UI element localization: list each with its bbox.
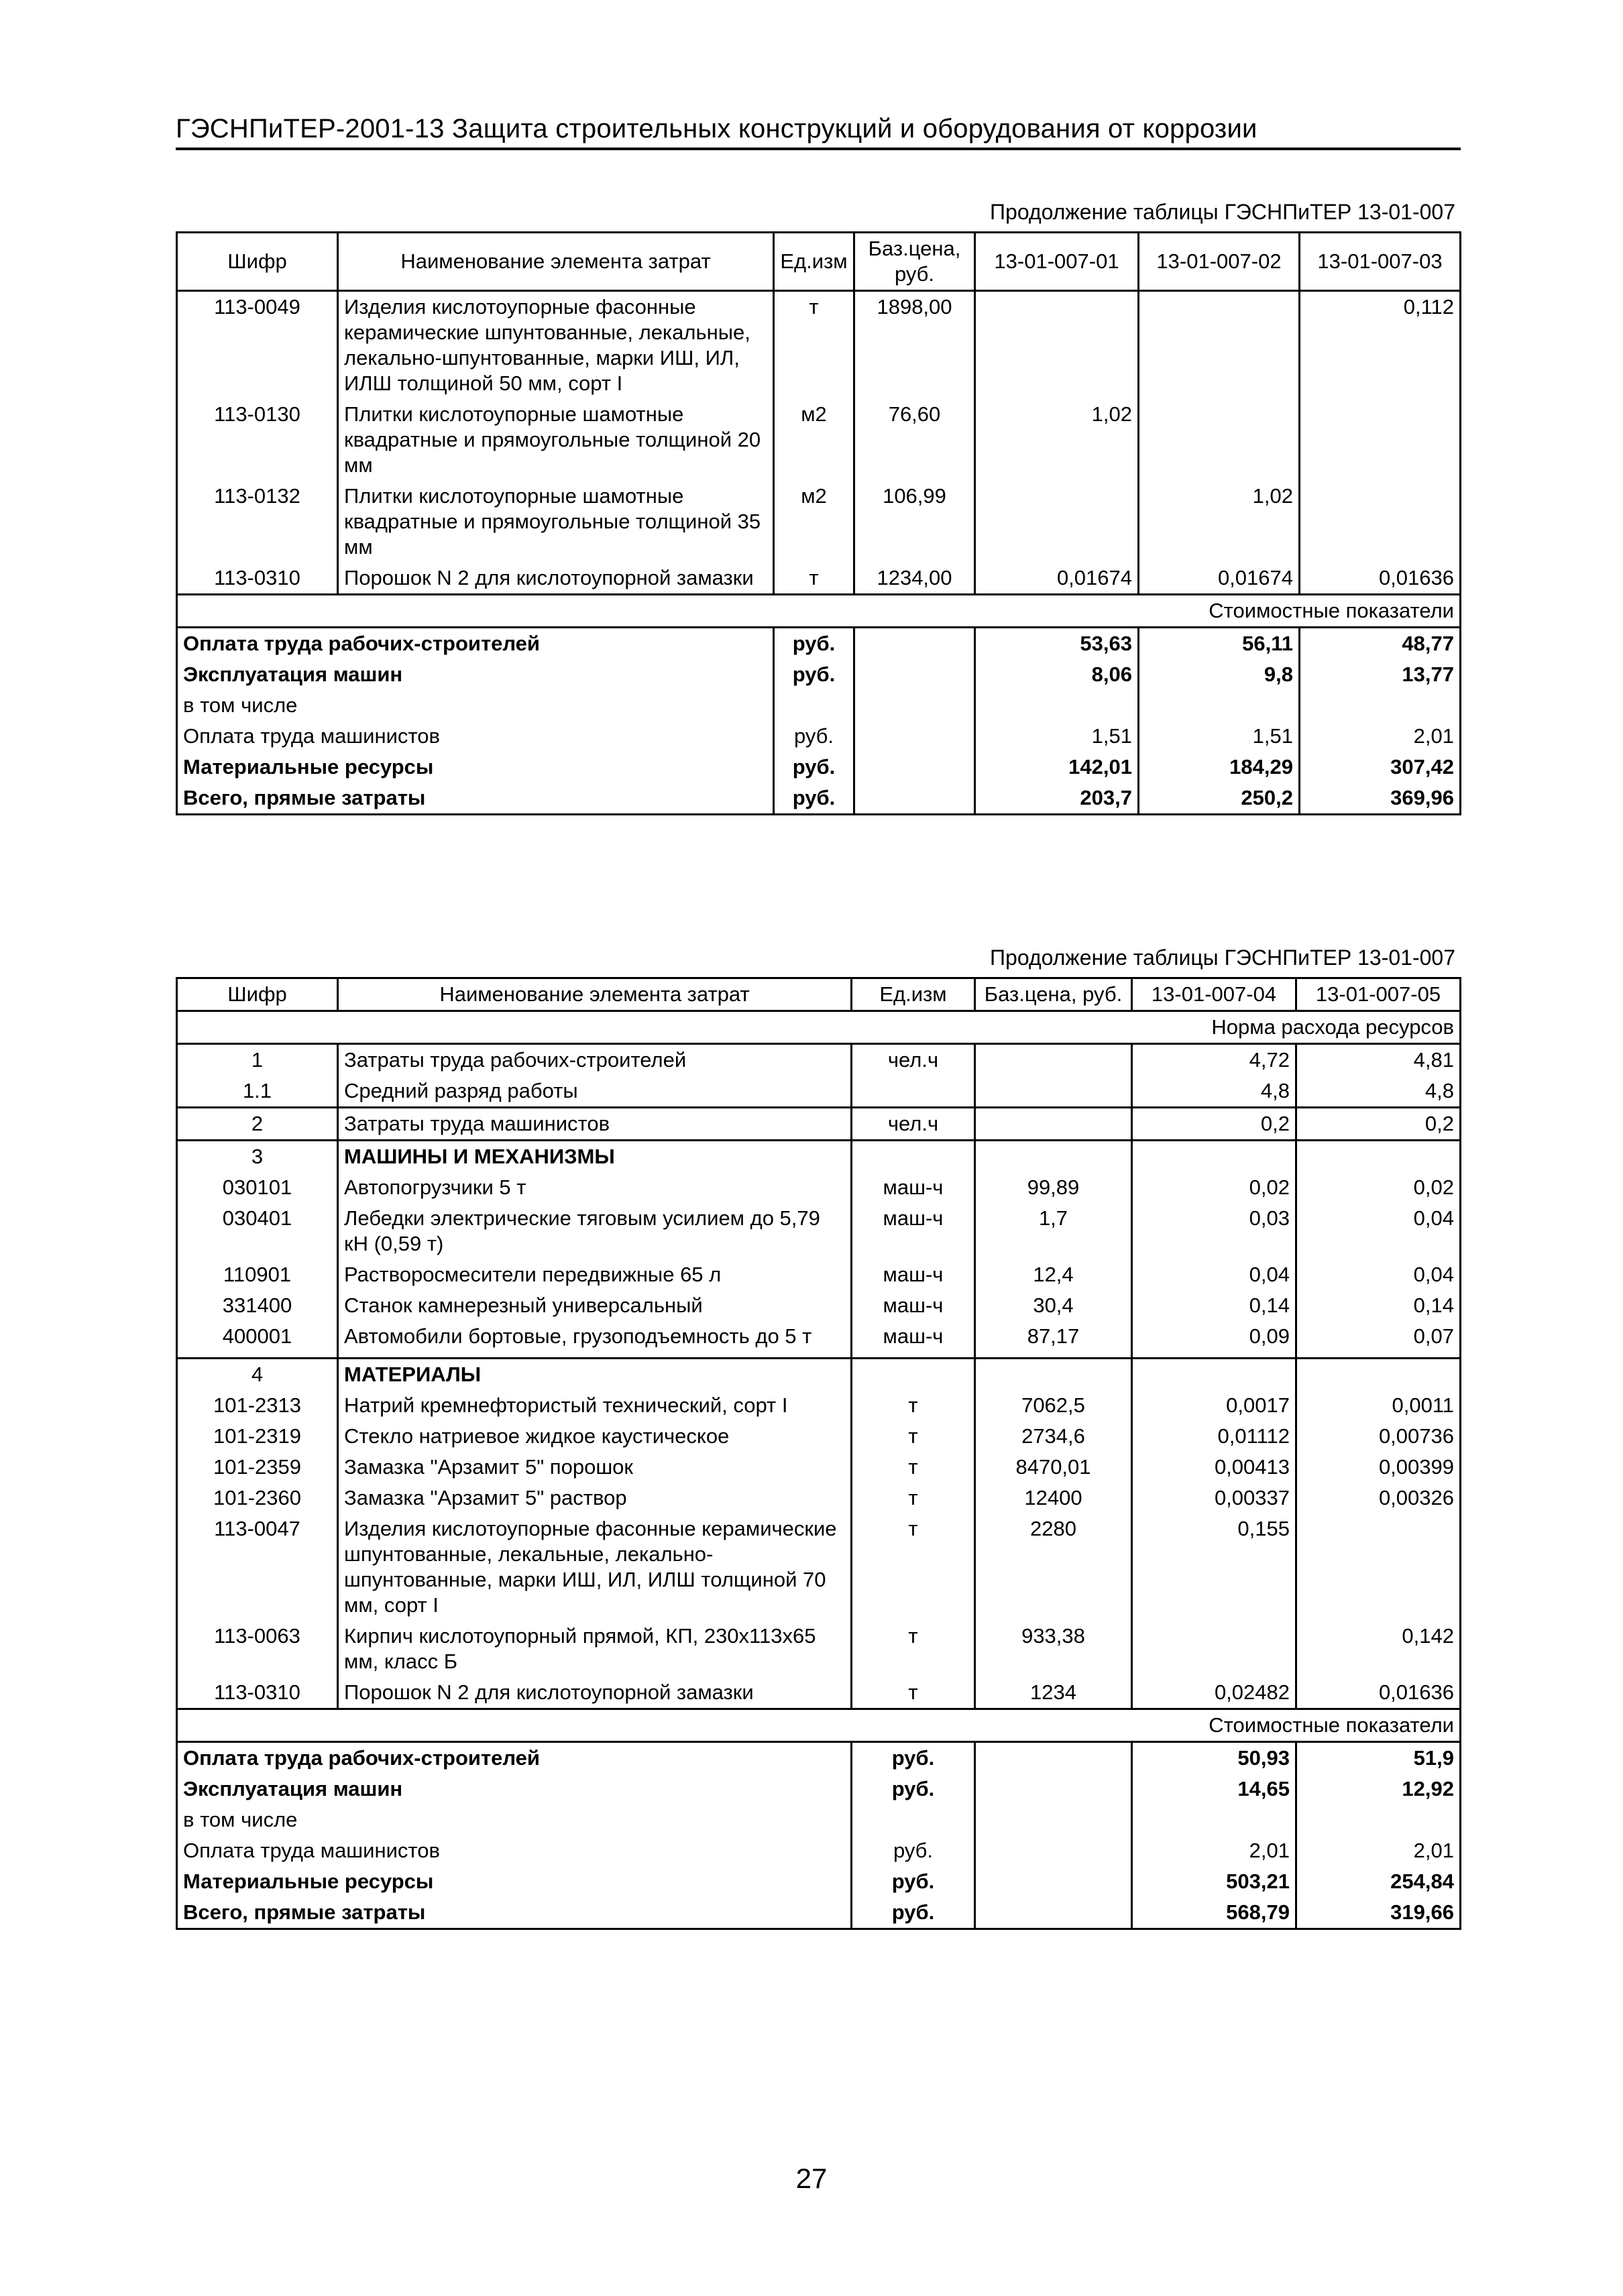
cost-value-03: 307,42 xyxy=(1300,752,1461,783)
row-code: 113-0130 xyxy=(177,399,338,481)
row-value-03: 0,112 xyxy=(1300,291,1461,400)
row-name: Затраты труда рабочих-строителей xyxy=(338,1044,852,1076)
row-unit: маш-ч xyxy=(852,1203,975,1259)
cost-row xyxy=(177,628,1461,660)
row-value-02: 0,01674 xyxy=(1139,563,1300,595)
row-value-04: 0,0017 xyxy=(1132,1390,1296,1421)
section-label-row xyxy=(177,595,1461,628)
cost-unit: руб. xyxy=(774,752,854,783)
row-unit: маш-ч xyxy=(852,1321,975,1352)
column-header: 13-01-007-02 xyxy=(1139,233,1300,291)
group-code: 3 xyxy=(177,1141,338,1173)
cost-value-05: 51,9 xyxy=(1296,1742,1461,1774)
row-price: 2280 xyxy=(975,1513,1132,1621)
cost-row xyxy=(177,1897,1461,1929)
row-unit: т xyxy=(852,1452,975,1483)
cost-value-03: 2,01 xyxy=(1300,721,1461,752)
row-price: 12,4 xyxy=(975,1259,1132,1290)
row-value-05: 0,0011 xyxy=(1296,1390,1461,1421)
row-name: Порошок N 2 для кислотоупорной замазки xyxy=(338,563,774,595)
row-name: Плитки кислотоупорные шамотные квадратные и прямоугольные толщиной 35 мм xyxy=(338,481,774,563)
row-unit: т xyxy=(852,1421,975,1452)
page-header-title: ГЭСНПиТЕР-2001-13 Защита строительных конструкций и оборудования от коррозии xyxy=(176,114,1257,144)
row-value-05: 0,02 xyxy=(1296,1172,1461,1203)
row-value-05 xyxy=(1296,1513,1461,1621)
row-unit: т xyxy=(774,291,854,400)
cost-name: в том числе xyxy=(177,1804,852,1835)
column-header: Наименование элемента затрат xyxy=(338,233,774,291)
cost-value-03: 48,77 xyxy=(1300,628,1461,660)
row-value-04: 0,155 xyxy=(1132,1513,1296,1621)
cost-name: Материальные ресурсы xyxy=(177,752,774,783)
row-value-04: 0,14 xyxy=(1132,1290,1296,1321)
row-value-05: 0,04 xyxy=(1296,1259,1461,1290)
table-row xyxy=(177,1203,1461,1259)
cost-value-05: 319,66 xyxy=(1296,1897,1461,1929)
table2-continuation-caption: Продолжение таблицы ГЭСНПиТЕР 13-01-007 xyxy=(990,945,1455,970)
cost-unit: руб. xyxy=(774,721,854,752)
row-name: Затраты труда машинистов xyxy=(338,1108,852,1141)
cost-value-05 xyxy=(1296,1804,1461,1835)
row-unit: м2 xyxy=(774,399,854,481)
row-name: Автопогрузчики 5 т xyxy=(338,1172,852,1203)
cost-unit: руб. xyxy=(852,1897,975,1929)
row-name: Лебедки электрические тяговым усилием до 5,79 кН (0,59 т) xyxy=(338,1203,852,1259)
norm-label-row xyxy=(177,1011,1461,1044)
table-row xyxy=(177,1044,1461,1076)
row-price: 12400 xyxy=(975,1483,1132,1513)
cost-unit xyxy=(852,1804,975,1835)
table1-continuation-caption: Продолжение таблицы ГЭСНПиТЕР 13-01-007 xyxy=(990,200,1455,224)
row-value-03: 0,01636 xyxy=(1300,563,1461,595)
row-value-03 xyxy=(1300,399,1461,481)
row-price: 1898,00 xyxy=(854,291,975,400)
row-price xyxy=(975,1076,1132,1108)
row-value-05: 0,2 xyxy=(1296,1108,1461,1141)
cost-price xyxy=(975,1866,1132,1897)
cost-row xyxy=(177,690,1461,721)
row-name: Изделия кислотоупорные фасонные керамические шпунтованные, лекальные, лекально-шпунтованные, марки ИШ, ИЛ, ИЛШ толщиной 50 мм, сорт I xyxy=(338,291,774,400)
 xyxy=(852,1359,975,1391)
cost-unit: руб. xyxy=(774,659,854,690)
row-value-04: 0,04 xyxy=(1132,1259,1296,1290)
cost-value-02: 250,2 xyxy=(1139,783,1300,815)
row-name: Натрий кремнефтористый технический, сорт I xyxy=(338,1390,852,1421)
cost-unit: руб. xyxy=(852,1866,975,1897)
row-value-05: 0,07 xyxy=(1296,1321,1461,1352)
row-name: Кирпич кислотоупорный прямой, КП, 230х113х65 мм, класс Б xyxy=(338,1621,852,1677)
table-header-row xyxy=(177,233,1461,291)
cost-price xyxy=(975,1804,1132,1835)
table-row xyxy=(177,1390,1461,1421)
cost-unit: руб. xyxy=(774,783,854,815)
row-name: Средний разряд работы xyxy=(338,1076,852,1108)
table-row xyxy=(177,563,1461,595)
column-header: Ед.изм xyxy=(852,978,975,1011)
row-code: 113-0132 xyxy=(177,481,338,563)
cost-name: Оплата труда машинистов xyxy=(177,721,774,752)
 xyxy=(1296,1359,1461,1391)
row-code: 2 xyxy=(177,1108,338,1141)
table-row xyxy=(177,1108,1461,1141)
row-code: 110901 xyxy=(177,1259,338,1290)
cost-value-01 xyxy=(975,690,1139,721)
 xyxy=(1296,1141,1461,1173)
row-value-04: 4,72 xyxy=(1132,1044,1296,1076)
row-unit: т xyxy=(852,1677,975,1709)
norm-label: Норма расхода ресурсов xyxy=(177,1011,1461,1044)
row-name: Порошок N 2 для кислотоупорной замазки xyxy=(338,1677,852,1709)
group-title-row xyxy=(177,1141,1461,1173)
row-code: 101-2359 xyxy=(177,1452,338,1483)
row-code: 101-2319 xyxy=(177,1421,338,1452)
cost-name: Материальные ресурсы xyxy=(177,1866,852,1897)
cost-price xyxy=(854,690,975,721)
cost-value-03 xyxy=(1300,690,1461,721)
page-number: 27 xyxy=(795,2163,828,2194)
row-price: 8470,01 xyxy=(975,1452,1132,1483)
row-value-05: 0,04 xyxy=(1296,1203,1461,1259)
table-row xyxy=(177,1259,1461,1290)
row-code: 030101 xyxy=(177,1172,338,1203)
cost-value-05: 12,92 xyxy=(1296,1774,1461,1804)
cost-row xyxy=(177,1835,1461,1866)
row-price xyxy=(975,1044,1132,1076)
row-price: 1234 xyxy=(975,1677,1132,1709)
row-price: 1,7 xyxy=(975,1203,1132,1259)
row-value-05: 0,00736 xyxy=(1296,1421,1461,1452)
row-name: Станок камнерезный универсальный xyxy=(338,1290,852,1321)
row-value-04 xyxy=(1132,1621,1296,1677)
cost-unit xyxy=(774,690,854,721)
row-value-01 xyxy=(975,481,1139,563)
row-code: 113-0063 xyxy=(177,1621,338,1677)
column-header: Шифр xyxy=(177,233,338,291)
row-value-02 xyxy=(1139,291,1300,400)
row-value-04: 4,8 xyxy=(1132,1076,1296,1108)
row-unit: маш-ч xyxy=(852,1172,975,1203)
cost-name: Оплата труда рабочих-строителей xyxy=(177,628,774,660)
cost-price xyxy=(975,1742,1132,1774)
header-rule xyxy=(176,148,1461,150)
row-value-05: 0,00399 xyxy=(1296,1452,1461,1483)
cost-price xyxy=(975,1835,1132,1866)
cost-value-01: 8,06 xyxy=(975,659,1139,690)
row-unit: м2 xyxy=(774,481,854,563)
column-header: Баз.цена, руб. xyxy=(975,978,1132,1011)
cost-value-02 xyxy=(1139,690,1300,721)
row-name: Замазка "Арзамит 5" раствор xyxy=(338,1483,852,1513)
table-row xyxy=(177,1452,1461,1483)
section-label: Стоимостные показатели xyxy=(177,1709,1461,1742)
cost-value-03: 13,77 xyxy=(1300,659,1461,690)
cost-price xyxy=(854,659,975,690)
cost-name: Оплата труда машинистов xyxy=(177,1835,852,1866)
 xyxy=(852,1141,975,1173)
 xyxy=(975,1141,1132,1173)
row-value-04: 0,00413 xyxy=(1132,1452,1296,1483)
cost-value-01: 53,63 xyxy=(975,628,1139,660)
row-value-04: 0,2 xyxy=(1132,1108,1296,1141)
cost-name: Эксплуатация машин xyxy=(177,659,774,690)
table-row xyxy=(177,1290,1461,1321)
cost-row xyxy=(177,752,1461,783)
cost-name: Всего, прямые затраты xyxy=(177,1897,852,1929)
group-title-row xyxy=(177,1359,1461,1391)
table-row xyxy=(177,399,1461,481)
row-unit: маш-ч xyxy=(852,1290,975,1321)
row-code: 331400 xyxy=(177,1290,338,1321)
cost-unit: руб. xyxy=(774,628,854,660)
cost-value-02: 184,29 xyxy=(1139,752,1300,783)
column-header: Ед.изм xyxy=(774,233,854,291)
row-value-05: 0,142 xyxy=(1296,1621,1461,1677)
 xyxy=(338,1352,852,1359)
row-name: Замазка "Арзамит 5" порошок xyxy=(338,1452,852,1483)
column-header: Наименование элемента затрат xyxy=(338,978,852,1011)
row-unit: т xyxy=(852,1621,975,1677)
section-label-row xyxy=(177,1709,1461,1742)
row-code: 101-2313 xyxy=(177,1390,338,1421)
row-unit: чел.ч xyxy=(852,1108,975,1141)
row-unit: т xyxy=(774,563,854,595)
cost-name: Всего, прямые затраты xyxy=(177,783,774,815)
cost-value-04 xyxy=(1132,1804,1296,1835)
 xyxy=(975,1352,1132,1359)
column-header: Баз.цена, руб. xyxy=(854,233,975,291)
cost-value-04: 14,65 xyxy=(1132,1774,1296,1804)
row-price: 1234,00 xyxy=(854,563,975,595)
row-code: 113-0310 xyxy=(177,1677,338,1709)
cost-price xyxy=(854,752,975,783)
row-price: 106,99 xyxy=(854,481,975,563)
cost-unit: руб. xyxy=(852,1742,975,1774)
cost-value-04: 50,93 xyxy=(1132,1742,1296,1774)
row-unit: маш-ч xyxy=(852,1259,975,1290)
table-row xyxy=(177,1321,1461,1352)
 xyxy=(852,1352,975,1359)
 xyxy=(177,1352,338,1359)
cost-row xyxy=(177,1804,1461,1835)
cost-value-04: 503,21 xyxy=(1132,1866,1296,1897)
row-value-02: 1,02 xyxy=(1139,481,1300,563)
resource-table-1 xyxy=(176,231,1461,815)
table-row xyxy=(177,1172,1461,1203)
cost-value-01: 203,7 xyxy=(975,783,1139,815)
row-name: Плитки кислотоупорные шамотные квадратные и прямоугольные толщиной 20 мм xyxy=(338,399,774,481)
row-unit xyxy=(852,1076,975,1108)
row-value-01: 1,02 xyxy=(975,399,1139,481)
row-code: 101-2360 xyxy=(177,1483,338,1513)
table-row xyxy=(177,1076,1461,1108)
row-code: 400001 xyxy=(177,1321,338,1352)
row-price: 7062,5 xyxy=(975,1390,1132,1421)
cost-value-02: 9,8 xyxy=(1139,659,1300,690)
cost-row xyxy=(177,659,1461,690)
row-name: Стекло натриевое жидкое каустическое xyxy=(338,1421,852,1452)
cost-value-04: 2,01 xyxy=(1132,1835,1296,1866)
column-header: 13-01-007-03 xyxy=(1300,233,1461,291)
cost-value-01: 1,51 xyxy=(975,721,1139,752)
row-name: Изделия кислотоупорные фасонные керамические шпунтованные, лекальные, лекально-шпунтованные, марки ИШ, ИЛ, ИЛШ толщиной 70 мм, сорт I xyxy=(338,1513,852,1621)
column-header: Шифр xyxy=(177,978,338,1011)
row-price: 76,60 xyxy=(854,399,975,481)
row-price: 933,38 xyxy=(975,1621,1132,1677)
row-price xyxy=(975,1108,1132,1141)
row-code: 113-0047 xyxy=(177,1513,338,1621)
cost-name: Оплата труда рабочих-строителей xyxy=(177,1742,852,1774)
row-value-05: 0,14 xyxy=(1296,1290,1461,1321)
cost-value-04: 568,79 xyxy=(1132,1897,1296,1929)
table-header-row xyxy=(177,978,1461,1011)
table-row xyxy=(177,1677,1461,1709)
row-value-04: 0,02482 xyxy=(1132,1677,1296,1709)
row-code: 030401 xyxy=(177,1203,338,1259)
cost-value-05: 2,01 xyxy=(1296,1835,1461,1866)
row-code: 113-0310 xyxy=(177,563,338,595)
table-row xyxy=(177,1621,1461,1677)
row-value-04: 0,03 xyxy=(1132,1203,1296,1259)
row-unit: т xyxy=(852,1483,975,1513)
cost-price xyxy=(975,1897,1132,1929)
cost-unit: руб. xyxy=(852,1835,975,1866)
table-row xyxy=(177,481,1461,563)
cost-row xyxy=(177,1742,1461,1774)
section-label: Стоимостные показатели xyxy=(177,595,1461,628)
row-price: 87,17 xyxy=(975,1321,1132,1352)
 xyxy=(1132,1141,1296,1173)
row-value-05: 0,01636 xyxy=(1296,1677,1461,1709)
row-value-02 xyxy=(1139,399,1300,481)
column-header: 13-01-007-01 xyxy=(975,233,1139,291)
row-value-04: 0,01112 xyxy=(1132,1421,1296,1452)
group-title: МАТЕРИАЛЫ xyxy=(338,1359,852,1391)
cost-row xyxy=(177,783,1461,815)
row-price: 2734,6 xyxy=(975,1421,1132,1452)
cost-value-01: 142,01 xyxy=(975,752,1139,783)
row-value-04: 0,09 xyxy=(1132,1321,1296,1352)
row-code: 1 xyxy=(177,1044,338,1076)
cost-value-02: 56,11 xyxy=(1139,628,1300,660)
row-value-04: 0,02 xyxy=(1132,1172,1296,1203)
row-value-04: 0,00337 xyxy=(1132,1483,1296,1513)
cost-value-02: 1,51 xyxy=(1139,721,1300,752)
cost-price xyxy=(854,721,975,752)
 xyxy=(975,1359,1132,1391)
row-value-05: 0,00326 xyxy=(1296,1483,1461,1513)
cost-row xyxy=(177,721,1461,752)
row-value-01 xyxy=(975,291,1139,400)
row-value-05: 4,8 xyxy=(1296,1076,1461,1108)
resource-table-2 xyxy=(176,977,1461,1930)
group-title: МАШИНЫ И МЕХАНИЗМЫ xyxy=(338,1141,852,1173)
cost-name: Эксплуатация машин xyxy=(177,1774,852,1804)
 xyxy=(1132,1352,1296,1359)
row-value-03 xyxy=(1300,481,1461,563)
table-row xyxy=(177,1421,1461,1452)
row-value-01: 0,01674 xyxy=(975,563,1139,595)
cost-price xyxy=(854,628,975,660)
cost-name: в том числе xyxy=(177,690,774,721)
row-price: 30,4 xyxy=(975,1290,1132,1321)
spacer-row xyxy=(177,1352,1461,1359)
cost-row xyxy=(177,1866,1461,1897)
 xyxy=(1296,1352,1461,1359)
row-unit: т xyxy=(852,1390,975,1421)
cost-value-05: 254,84 xyxy=(1296,1866,1461,1897)
 xyxy=(1132,1359,1296,1391)
cost-row xyxy=(177,1774,1461,1804)
group-code: 4 xyxy=(177,1359,338,1391)
row-unit: т xyxy=(852,1513,975,1621)
row-value-05: 4,81 xyxy=(1296,1044,1461,1076)
row-price: 99,89 xyxy=(975,1172,1132,1203)
table-row xyxy=(177,291,1461,400)
row-unit: чел.ч xyxy=(852,1044,975,1076)
cost-unit: руб. xyxy=(852,1774,975,1804)
column-header: 13-01-007-04 xyxy=(1132,978,1296,1011)
cost-value-03: 369,96 xyxy=(1300,783,1461,815)
cost-price xyxy=(975,1774,1132,1804)
row-name: Растворосмесители передвижные 65 л xyxy=(338,1259,852,1290)
column-header: 13-01-007-05 xyxy=(1296,978,1461,1011)
row-code: 1.1 xyxy=(177,1076,338,1108)
table-row xyxy=(177,1513,1461,1621)
row-name: Автомобили бортовые, грузоподъемность до 5 т xyxy=(338,1321,852,1352)
table-row xyxy=(177,1483,1461,1513)
row-code: 113-0049 xyxy=(177,291,338,400)
cost-price xyxy=(854,783,975,815)
